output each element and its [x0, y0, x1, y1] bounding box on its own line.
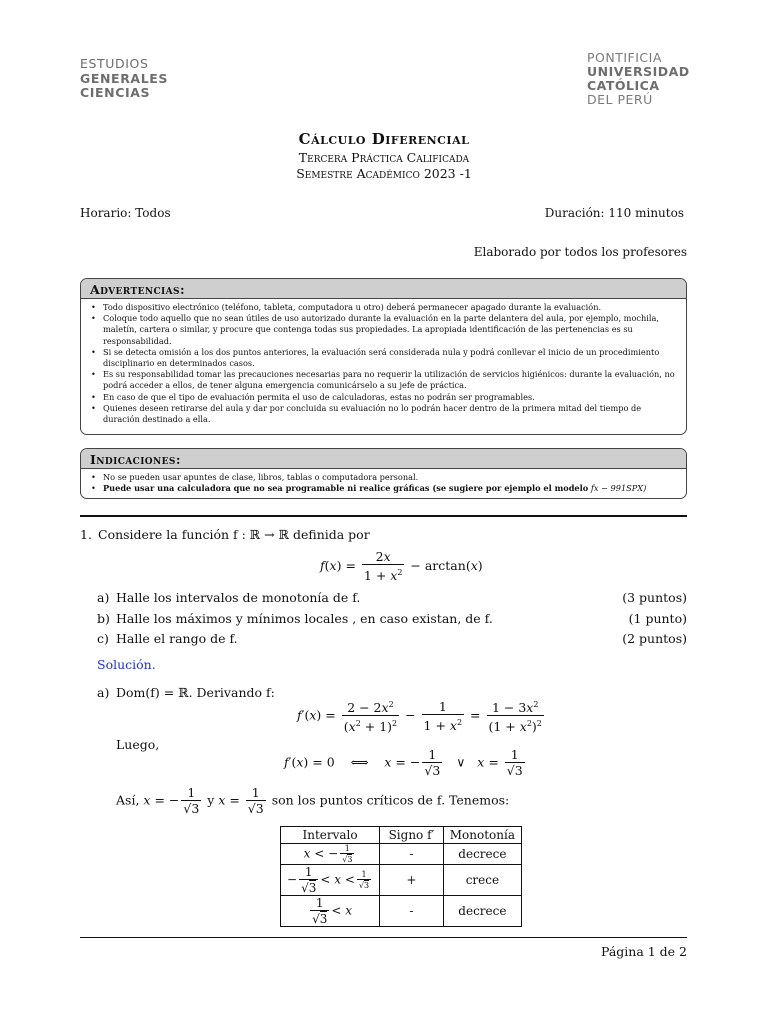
part-label: b): [97, 611, 110, 626]
logo-line: CATÓLICA: [587, 78, 660, 93]
instructions-heading: Indicaciones:: [81, 449, 686, 469]
warnings-list: [81, 299, 686, 429]
duration-text: Duración: 110 minutos: [544, 206, 684, 220]
interval-cell: − $\frac{1}{√3}$ < x < $\frac{1}{√3}$: [281, 865, 380, 896]
authors-text: Elaborado por todos los profesores: [473, 245, 687, 259]
list-item: [91, 483, 678, 494]
warnings-box: [80, 278, 687, 435]
function-definition: f(x) = $\frac{2x}{1 + x^2}$ − arctan(x): [320, 549, 483, 584]
monotonicity-cell: decrece: [443, 844, 521, 865]
table-row: [281, 844, 522, 865]
table-header: Intervalo: [281, 827, 380, 844]
estudios-generales-logo: [80, 57, 168, 101]
domain-text: Dom(f) = ℝ. Derivando f:: [116, 685, 275, 700]
instructions-list: [81, 469, 686, 498]
table-header-row: [281, 827, 522, 844]
sign-cell: -: [380, 844, 444, 865]
section-divider: [80, 515, 687, 517]
page-number: Página 1 de 2: [600, 944, 687, 959]
part-label: a): [97, 590, 110, 605]
part-text: Halle el rango de f.: [116, 631, 238, 646]
instructions-box: [80, 448, 687, 499]
part-points: (1 punto): [628, 611, 687, 626]
monotonicity-cell: decrece: [443, 896, 521, 927]
part-text: Halle los máximos y mínimos locales , en caso existan, de f.: [116, 611, 493, 626]
solution-part-label: a): [97, 685, 110, 700]
critical-points-equation: f′(x) = 0 ⟺ x = − $\frac{1}{√3}$ ∨ x = $\frac{1}{√3}$: [284, 747, 523, 778]
course-title: Cálculo Diferencial: [298, 130, 470, 148]
footer-divider: [80, 937, 687, 938]
asi-start: Así,: [116, 792, 140, 808]
part-text: Halle los intervalos de monotonía de f.: [116, 590, 361, 605]
sign-cell: +: [380, 865, 444, 896]
logo-line: PONTIFICIA: [587, 50, 662, 65]
asi-end: son los puntos críticos de f. Tenemos:: [271, 792, 510, 808]
table-row: [281, 896, 522, 927]
warnings-heading: Advertencias:: [81, 279, 686, 299]
list-item: • Quienes deseen retirarse del aula y dar por concluida su evaluación no lo podrán hacer dentro de la primera mitad del tiempo de duración destinado a ella.: [91, 403, 678, 425]
problem-number: 1.: [80, 527, 92, 542]
semester-title: Semestre Académico 2023 -1: [296, 166, 472, 181]
calculator-model: fx − 991SPX): [590, 483, 647, 494]
list-item: • No se pueden usar apuntes de clase, libros, tablas o computadora personal.: [91, 472, 678, 483]
list-item: • Coloque todo aquello que no sean útiles de uso autorizado durante la evaluación en la parte delantera del aula, por ejemplo, mochila, maletín, cartera o similar, y procure que contenga todas sus propiedades. La apropiada identificación de las pertenencias es su responsabilidad.: [91, 313, 678, 347]
logo-line: GENERALES: [80, 70, 169, 86]
solution-heading: Solución.: [97, 657, 156, 672]
table-row: [281, 865, 522, 896]
logo-line: CIENCIAS: [80, 85, 151, 100]
part-points: (2 puntos): [622, 631, 687, 646]
logo-line: ESTUDIOS: [80, 56, 149, 71]
list-item: • Todo dispositivo electrónico (teléfono, tableta, computadora u otro) deberá permanecer apagado durante la evaluación.: [91, 302, 678, 313]
problem-statement: Considere la función f : ℝ → ℝ definida por: [98, 527, 370, 542]
interval-cell: x < − $\frac{1}{√3}$: [281, 844, 380, 865]
list-item: • Si se detecta omisión a los dos puntos anteriores, la evaluación será considerada nula y podrá conllevar el inicio de un procedimiento disciplinario en determinados casos.: [91, 347, 678, 369]
schedule-text: Horario: Todos: [80, 206, 171, 220]
calculator-note: Puede usar una calculadora que no sea programable ni realice gráficas (se sugiere por ejemplo el modelo: [103, 483, 589, 494]
derivative-equation: f′(x) = $\frac{2 - 2x^2}{(x^2 + 1)^2}$ − $\frac{1}{1 + x^2}$ = $\frac{1 - 3x^2}{(1 + x^2)^2}$: [297, 698, 542, 735]
asi-line: Así, x = − $\frac{1}{√3}$ y x = $\frac{1}{√3}$ son los puntos críticos de f. Tenemos:: [116, 785, 510, 816]
logo-line: UNIVERSIDAD: [587, 64, 690, 79]
list-item: • Es su responsabilidad tomar las precauciones necesarias para no requerir la utilización de servicios higiénicos: durante la evaluación, no podrá acceder a ellos, de tener alguna emergencia comunicárselo a su jefe de práctica.: [91, 369, 678, 391]
part-points: (3 puntos): [622, 590, 687, 605]
interval-cell: $\frac{1}{√3}$ < x: [281, 896, 380, 927]
exam-title: Tercera Práctica Calificada: [298, 150, 470, 165]
luego-text: Luego,: [116, 737, 160, 752]
part-label: c): [97, 631, 109, 646]
monotonicity-table: [280, 826, 522, 927]
logo-line: DEL PERÚ: [587, 92, 653, 107]
list-item: • En caso de que el tipo de evaluación permita el uso de calculadoras, estas no podrán ser programables.: [91, 392, 678, 403]
table-header: Signo f′: [380, 827, 444, 844]
sign-cell: -: [380, 896, 444, 927]
table-header: Monotonía: [443, 827, 521, 844]
monotonicity-cell: crece: [443, 865, 521, 896]
pucp-logo: [587, 51, 690, 107]
